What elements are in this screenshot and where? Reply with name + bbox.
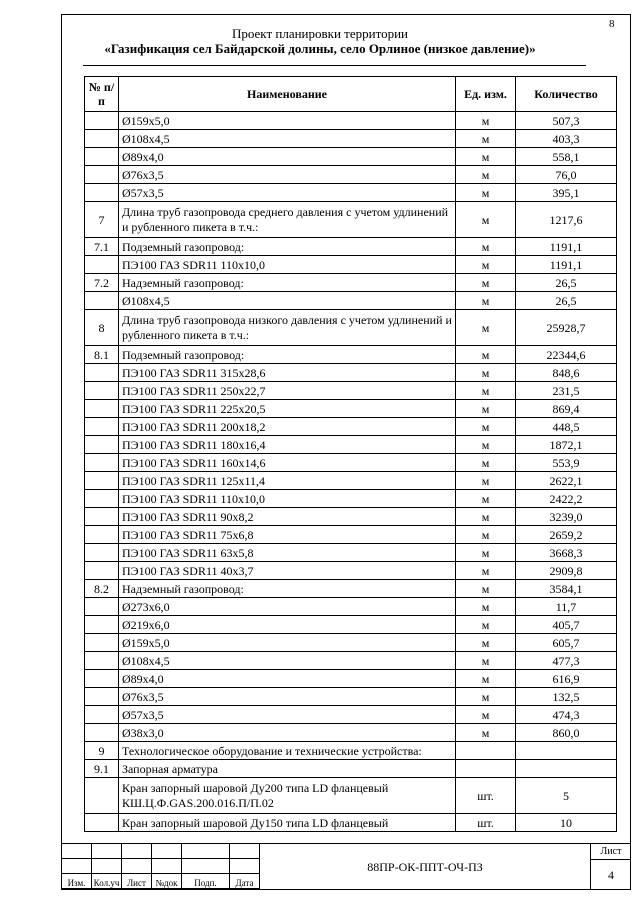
row-number: 7.2 (85, 274, 119, 292)
row-unit: м (456, 436, 516, 454)
row-quantity: 26,5 (516, 292, 617, 310)
table-row (85, 364, 617, 382)
row-name: ПЭ100 ГАЗ SDR11 125х11,4 (119, 472, 456, 490)
row-number (85, 598, 119, 616)
row-name: Подземный газопровод: (119, 238, 456, 256)
row-number (85, 616, 119, 634)
table-row (85, 634, 617, 652)
table-row (85, 724, 617, 742)
row-name: Ø57х3,5 (119, 184, 456, 202)
table-row (85, 688, 617, 706)
row-name: ПЭ100 ГАЗ SDR11 180х16,4 (119, 436, 456, 454)
row-name: ПЭ100 ГАЗ SDR11 200х18,2 (119, 418, 456, 436)
row-quantity: 507,3 (516, 112, 617, 130)
row-number (85, 778, 119, 814)
row-quantity: 474,3 (516, 706, 617, 724)
row-number (85, 544, 119, 562)
row-quantity: 1191,1 (516, 238, 617, 256)
table-row (85, 598, 617, 616)
row-unit: м (456, 292, 516, 310)
row-unit: м (456, 166, 516, 184)
row-quantity: 848,6 (516, 364, 617, 382)
row-name: ПЭ100 ГАЗ SDR11 110х10,0 (119, 490, 456, 508)
row-unit: шт. (456, 814, 516, 832)
row-unit: м (456, 346, 516, 364)
row-number: 9 (85, 742, 119, 760)
row-number (85, 472, 119, 490)
stamp-label-sheet: Лист (122, 874, 152, 889)
row-name: Ø108х4,5 (119, 652, 456, 670)
row-name: Ø76х3,5 (119, 166, 456, 184)
row-number (85, 508, 119, 526)
row-quantity: 477,3 (516, 652, 617, 670)
header-name: Наименование (119, 77, 456, 112)
specification-table (84, 76, 617, 832)
row-quantity: 10 (516, 814, 617, 832)
table-row (85, 742, 617, 760)
table-row (85, 112, 617, 130)
table-row (85, 760, 617, 778)
row-number (85, 688, 119, 706)
row-quantity: 25928,7 (516, 310, 617, 346)
table-row (85, 292, 617, 310)
row-unit: м (456, 274, 516, 292)
row-unit: м (456, 508, 516, 526)
header-title: Проект планировки территории (231, 26, 408, 41)
row-number (85, 724, 119, 742)
row-unit: м (456, 544, 516, 562)
row-name: Ø273х6,0 (119, 598, 456, 616)
row-quantity: 132,5 (516, 688, 617, 706)
row-unit: м (456, 562, 516, 580)
row-number (85, 112, 119, 130)
row-quantity: 2909,8 (516, 562, 617, 580)
row-number (85, 526, 119, 544)
row-number: 8.1 (85, 346, 119, 364)
row-unit: м (456, 112, 516, 130)
row-unit: м (456, 472, 516, 490)
row-name: Кран запорный шаровой Ду200 типа LD фланцевый КШ.Ц.Ф.GAS.200.016.П/П.02 (119, 778, 456, 814)
row-number: 7 (85, 202, 119, 238)
row-unit: м (456, 490, 516, 508)
row-number (85, 400, 119, 418)
header-unit: Ед. изм. (456, 77, 516, 112)
row-name: ПЭ100 ГАЗ SDR11 40х3,7 (119, 562, 456, 580)
row-name: Ø57х3,5 (119, 706, 456, 724)
row-unit: м (456, 688, 516, 706)
row-quantity: 860,0 (516, 724, 617, 742)
table-row (85, 490, 617, 508)
row-number (85, 130, 119, 148)
table-row (85, 346, 617, 364)
row-name: Длина труб газопровода среднего давления с учетом удлинений и рубленного пикета в т.ч.: (119, 202, 456, 238)
table-row (85, 238, 617, 256)
row-quantity: 1872,1 (516, 436, 617, 454)
header-num: № п/п (85, 77, 119, 112)
table-row (85, 472, 617, 490)
row-quantity: 2622,1 (516, 472, 617, 490)
row-unit: м (456, 526, 516, 544)
table-row (85, 436, 617, 454)
row-name: Ø76х3,5 (119, 688, 456, 706)
table-row (85, 778, 617, 814)
header-divider (83, 65, 586, 66)
row-unit: м (456, 256, 516, 274)
row-quantity (516, 742, 617, 760)
row-name: ПЭ100 ГАЗ SDR11 160х14,6 (119, 454, 456, 472)
header-project-name: «Газификация сел Байдарской долины, село Орлиное (низкое давление)» (104, 41, 536, 56)
row-number (85, 634, 119, 652)
row-name: Запорная арматура (119, 760, 456, 778)
row-name: Ø108х4,5 (119, 130, 456, 148)
row-number: 8 (85, 310, 119, 346)
row-unit: м (456, 382, 516, 400)
row-unit: м (456, 310, 516, 346)
sheet-label: Лист (591, 845, 631, 860)
table-row (85, 202, 617, 238)
row-unit: м (456, 598, 516, 616)
row-name: ПЭ100 ГАЗ SDR11 225х20,5 (119, 400, 456, 418)
table-row (85, 526, 617, 544)
table-row (85, 148, 617, 166)
row-name: ПЭ100 ГАЗ SDR11 110х10,0 (119, 256, 456, 274)
row-name: ПЭ100 ГАЗ SDR11 250х22,7 (119, 382, 456, 400)
row-name: Кран запорный шаровой Ду150 типа LD фланцевый (119, 814, 456, 832)
row-quantity: 448,5 (516, 418, 617, 436)
row-quantity: 11,7 (516, 598, 617, 616)
table-row (85, 616, 617, 634)
row-quantity: 1191,1 (516, 256, 617, 274)
table-row (85, 562, 617, 580)
row-name: Ø159х5,0 (119, 112, 456, 130)
row-number (85, 184, 119, 202)
row-number: 8.2 (85, 580, 119, 598)
row-quantity: 231,5 (516, 382, 617, 400)
row-name: Ø89х4,0 (119, 148, 456, 166)
table-row (85, 544, 617, 562)
row-quantity: 3668,3 (516, 544, 617, 562)
row-unit: м (456, 634, 516, 652)
row-quantity: 2659,2 (516, 526, 617, 544)
table-row (85, 130, 617, 148)
row-number (85, 562, 119, 580)
row-unit: м (456, 184, 516, 202)
table-row (85, 310, 617, 346)
row-unit: м (456, 652, 516, 670)
row-name: ПЭ100 ГАЗ SDR11 63х5,8 (119, 544, 456, 562)
row-unit: м (456, 724, 516, 742)
row-quantity: 76,0 (516, 166, 617, 184)
row-name: Надземный газопровод: (119, 274, 456, 292)
row-quantity: 5 (516, 778, 617, 814)
row-unit: м (456, 130, 516, 148)
stamp-label-change: Изм. (62, 874, 92, 889)
table-row (85, 274, 617, 292)
table-row (85, 652, 617, 670)
row-number (85, 670, 119, 688)
row-name: Ø219х6,0 (119, 616, 456, 634)
row-unit: м (456, 616, 516, 634)
row-quantity: 553,9 (516, 454, 617, 472)
row-name: Технологическое оборудование и технические устройства: (119, 742, 456, 760)
row-name: ПЭ100 ГАЗ SDR11 75х6,8 (119, 526, 456, 544)
row-name: ПЭ100 ГАЗ SDR11 315х28,6 (119, 364, 456, 382)
row-unit: м (456, 400, 516, 418)
table-row (85, 670, 617, 688)
row-number: 7.1 (85, 238, 119, 256)
row-name: Подземный газопровод: (119, 346, 456, 364)
stamp-label-signature: Подп. (182, 874, 230, 889)
row-unit: м (456, 706, 516, 724)
row-unit (456, 742, 516, 760)
row-quantity: 869,4 (516, 400, 617, 418)
row-quantity: 2422,2 (516, 490, 617, 508)
table-row (85, 166, 617, 184)
row-name: Ø159х5,0 (119, 634, 456, 652)
row-unit: м (456, 238, 516, 256)
row-name: Надземный газопровод: (119, 580, 456, 598)
row-number (85, 454, 119, 472)
row-quantity: 395,1 (516, 184, 617, 202)
row-quantity: 403,3 (516, 130, 617, 148)
table-row (85, 400, 617, 418)
row-quantity: 1217,6 (516, 202, 617, 238)
row-unit (456, 760, 516, 778)
row-quantity: 3584,1 (516, 580, 617, 598)
row-unit: шт. (456, 778, 516, 814)
table-row (85, 418, 617, 436)
row-name: ПЭ100 ГАЗ SDR11 90х8,2 (119, 508, 456, 526)
row-unit: м (456, 364, 516, 382)
title-block-grid (61, 843, 260, 889)
row-number (85, 814, 119, 832)
row-number (85, 256, 119, 274)
table-row (85, 256, 617, 274)
row-name: Ø108х4,5 (119, 292, 456, 310)
row-unit: м (456, 202, 516, 238)
stamp-label-count: Кол.уч (92, 874, 122, 889)
row-quantity: 3239,0 (516, 508, 617, 526)
row-number (85, 652, 119, 670)
table-row (85, 382, 617, 400)
table-header-row (85, 77, 617, 112)
table-row (85, 814, 617, 832)
row-unit: м (456, 580, 516, 598)
row-number (85, 382, 119, 400)
row-number (85, 418, 119, 436)
table-row (85, 454, 617, 472)
table-row (85, 184, 617, 202)
document-code (259, 843, 590, 890)
table-row (85, 580, 617, 598)
row-number (85, 148, 119, 166)
row-name: Ø89х4,0 (119, 670, 456, 688)
header-qty: Количество (516, 77, 617, 112)
row-quantity: 558,1 (516, 148, 617, 166)
row-unit: м (456, 454, 516, 472)
row-quantity: 22344,6 (516, 346, 617, 364)
row-quantity: 605,7 (516, 634, 617, 652)
row-number (85, 292, 119, 310)
row-quantity: 616,9 (516, 670, 617, 688)
sheet-number: 4 (608, 868, 614, 882)
row-number (85, 436, 119, 454)
stamp-label-date: Дата (230, 874, 260, 889)
row-quantity (516, 760, 617, 778)
row-number (85, 490, 119, 508)
table-row (85, 508, 617, 526)
row-quantity: 405,7 (516, 616, 617, 634)
stamp-label-doc: №док (152, 874, 182, 889)
row-number (85, 166, 119, 184)
row-quantity: 26,5 (516, 274, 617, 292)
row-unit: м (456, 148, 516, 166)
row-number (85, 364, 119, 382)
document-code-text: 88ПР-ОК-ППТ-ОЧ-ПЗ (367, 859, 483, 874)
sheet-box (590, 843, 631, 890)
table-row (85, 706, 617, 724)
corner-page-number: 8 (609, 18, 615, 30)
row-number (85, 706, 119, 724)
row-name: Длина труб газопровода низкого давления с учетом удлинений и рубленного пикета в т.ч.: (119, 310, 456, 346)
row-name: Ø38х3,0 (119, 724, 456, 742)
row-unit: м (456, 670, 516, 688)
row-number: 9.1 (85, 760, 119, 778)
row-unit: м (456, 418, 516, 436)
